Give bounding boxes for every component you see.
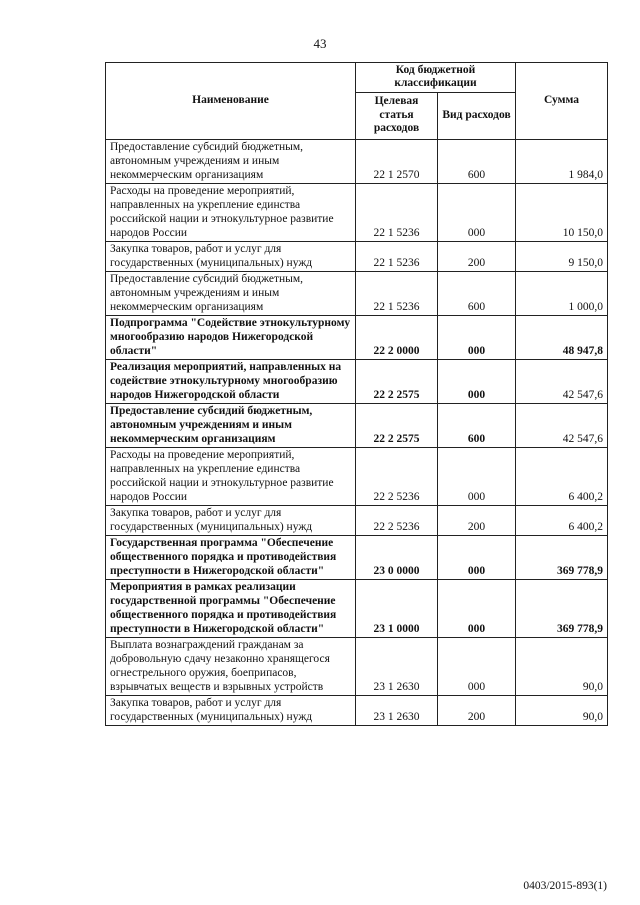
- row-target-article: 22 2 2575: [356, 360, 438, 404]
- table-row: [106, 580, 608, 638]
- row-expense-type: 000: [438, 184, 516, 242]
- row-sum: 90,0: [516, 638, 608, 696]
- row-target-article: 23 1 2630: [356, 638, 438, 696]
- row-name: Выплата вознаграждений гражданам за добровольную сдачу незаконно хранящегося огнестрельного оружия, боеприпасов, взрывчатых веществ и взрывных устройств: [106, 638, 356, 696]
- row-name: Государственная программа "Обеспечение общественного порядка и противодействия преступности в Нижегородской области": [106, 536, 356, 580]
- row-expense-type: 600: [438, 404, 516, 448]
- row-expense-type: 000: [438, 536, 516, 580]
- row-expense-type: 000: [438, 316, 516, 360]
- document-code: 0403/2015-893(1): [523, 880, 607, 892]
- table-row: [106, 506, 608, 536]
- row-target-article: 22 1 5236: [356, 184, 438, 242]
- row-name: Предоставление субсидий бюджетным, автономным учреждениям и иным некоммерческим организациям: [106, 404, 356, 448]
- table-body: [106, 140, 608, 726]
- row-sum: 10 150,0: [516, 184, 608, 242]
- row-expense-type: 000: [438, 580, 516, 638]
- row-target-article: 22 2 0000: [356, 316, 438, 360]
- row-expense-type: 600: [438, 140, 516, 184]
- header-article: Целевая статья расходов: [356, 93, 438, 140]
- row-name: Предоставление субсидий бюджетным, автономным учреждениям и иным некоммерческим организациям: [106, 272, 356, 316]
- row-name: Мероприятия в рамках реализации государственной программы "Обеспечение общественного порядка и противодействия преступности в Нижегородской области": [106, 580, 356, 638]
- row-name: Расходы на проведение мероприятий, направленных на укрепление единства российской нации и этнокультурное развитие народов России: [106, 448, 356, 506]
- table-row: [106, 696, 608, 726]
- row-expense-type: 600: [438, 272, 516, 316]
- row-sum: 6 400,2: [516, 506, 608, 536]
- row-sum: 1 984,0: [516, 140, 608, 184]
- table-row: [106, 242, 608, 272]
- row-name: Реализация мероприятий, направленных на содействие этнокультурному многообразию народов Нижегородской области: [106, 360, 356, 404]
- row-sum: 9 150,0: [516, 242, 608, 272]
- budget-table: [105, 62, 608, 726]
- header-code-group: Код бюджетной классификации: [356, 63, 516, 93]
- row-name: Закупка товаров, работ и услуг для государственных (муниципальных) нужд: [106, 696, 356, 726]
- row-sum: 48 947,8: [516, 316, 608, 360]
- row-target-article: 23 0 0000: [356, 536, 438, 580]
- table-row: [106, 404, 608, 448]
- row-expense-type: 200: [438, 506, 516, 536]
- table-row: [106, 638, 608, 696]
- row-target-article: 22 1 5236: [356, 272, 438, 316]
- row-target-article: 22 1 5236: [356, 242, 438, 272]
- row-name: Закупка товаров, работ и услуг для государственных (муниципальных) нужд: [106, 242, 356, 272]
- table-row: [106, 140, 608, 184]
- row-expense-type: 200: [438, 696, 516, 726]
- row-name: Предоставление субсидий бюджетным, автономным учреждениям и иным некоммерческим организациям: [106, 140, 356, 184]
- row-expense-type: 200: [438, 242, 516, 272]
- row-expense-type: 000: [438, 360, 516, 404]
- row-target-article: 22 1 2570: [356, 140, 438, 184]
- header-sum: Сумма: [516, 63, 608, 140]
- row-target-article: 22 2 5236: [356, 448, 438, 506]
- row-name: Расходы на проведение мероприятий, направленных на укрепление единства российской нации и этнокультурное развитие народов России: [106, 184, 356, 242]
- row-sum: 90,0: [516, 696, 608, 726]
- row-target-article: 22 2 2575: [356, 404, 438, 448]
- row-target-article: 23 1 2630: [356, 696, 438, 726]
- table-header: [106, 63, 608, 140]
- header-type: Вид расходов: [438, 93, 516, 140]
- table-row: [106, 316, 608, 360]
- header-name: Наименование: [106, 63, 356, 140]
- page-number: 43: [313, 36, 327, 51]
- row-name: Закупка товаров, работ и услуг для государственных (муниципальных) нужд: [106, 506, 356, 536]
- row-name: Подпрограмма "Содействие этнокультурному многообразию народов Нижегородской области": [106, 316, 356, 360]
- table-row: [106, 272, 608, 316]
- row-expense-type: 000: [438, 638, 516, 696]
- table-row: [106, 360, 608, 404]
- table-row: [106, 184, 608, 242]
- row-sum: 369 778,9: [516, 536, 608, 580]
- table-row: [106, 536, 608, 580]
- row-target-article: 22 2 5236: [356, 506, 438, 536]
- table-row: [106, 448, 608, 506]
- row-expense-type: 000: [438, 448, 516, 506]
- row-sum: 42 547,6: [516, 360, 608, 404]
- row-target-article: 23 1 0000: [356, 580, 438, 638]
- row-sum: 369 778,9: [516, 580, 608, 638]
- row-sum: 6 400,2: [516, 448, 608, 506]
- row-sum: 42 547,6: [516, 404, 608, 448]
- row-sum: 1 000,0: [516, 272, 608, 316]
